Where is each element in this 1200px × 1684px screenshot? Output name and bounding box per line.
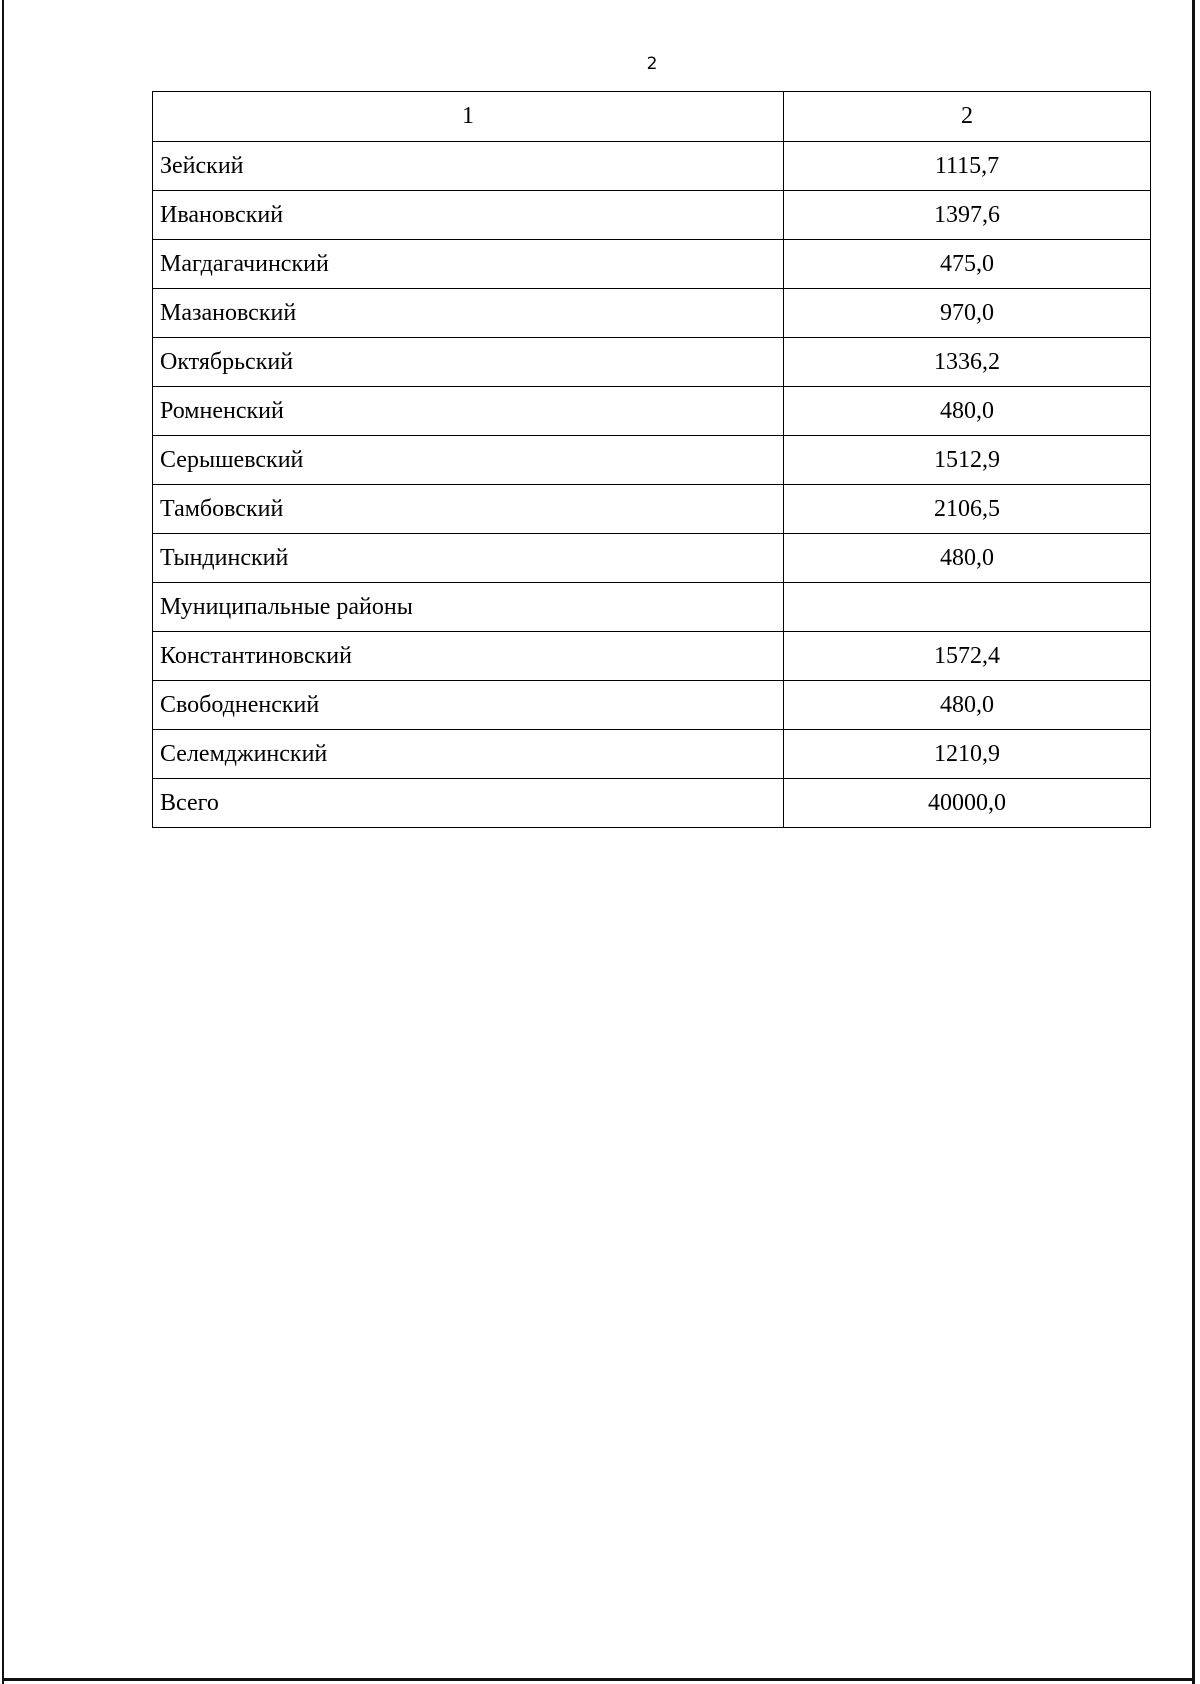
column-header-2: 2 <box>784 92 1151 142</box>
amount-value: 1512,9 <box>784 436 1151 485</box>
table-row <box>153 240 1151 289</box>
amount-value: 1572,4 <box>784 632 1151 681</box>
table-row <box>153 485 1151 534</box>
table-row <box>153 338 1151 387</box>
amount-value: 480,0 <box>784 681 1151 730</box>
district-name: Тамбовский <box>153 485 784 534</box>
table-row-section-header <box>153 583 1151 632</box>
district-name: Константиновский <box>153 632 784 681</box>
table-row <box>153 142 1151 191</box>
district-name: Серышевский <box>153 436 784 485</box>
total-value: 40000,0 <box>784 779 1151 828</box>
district-name: Ромненский <box>153 387 784 436</box>
table-row <box>153 289 1151 338</box>
amount-value: 2106,5 <box>784 485 1151 534</box>
section-label: Муниципальные районы <box>153 583 784 632</box>
allocation-table <box>152 91 1151 828</box>
total-label: Всего <box>153 779 784 828</box>
table-row <box>153 632 1151 681</box>
column-header-1: 1 <box>153 92 784 142</box>
table-row <box>153 387 1151 436</box>
district-name: Свободненский <box>153 681 784 730</box>
table-row <box>153 681 1151 730</box>
district-name: Магдагачинский <box>153 240 784 289</box>
amount-value: 480,0 <box>784 534 1151 583</box>
page-border-left <box>2 0 4 1684</box>
table-header-row <box>153 92 1151 142</box>
table-row <box>153 191 1151 240</box>
table-row <box>153 436 1151 485</box>
amount-value: 1336,2 <box>784 338 1151 387</box>
district-name: Мазановский <box>153 289 784 338</box>
district-name: Зейский <box>153 142 784 191</box>
table-row <box>153 534 1151 583</box>
amount-value: 480,0 <box>784 387 1151 436</box>
amount-value: 1115,7 <box>784 142 1151 191</box>
table-row <box>153 730 1151 779</box>
amount-value: 475,0 <box>784 240 1151 289</box>
district-name: Селемджинский <box>153 730 784 779</box>
amount-value: 1210,9 <box>784 730 1151 779</box>
district-name: Октябрьский <box>153 338 784 387</box>
district-name: Ивановский <box>153 191 784 240</box>
page-border-right <box>1192 0 1195 1684</box>
page-number: 2 <box>646 54 658 74</box>
page-border-bottom <box>2 1678 1195 1681</box>
district-name: Тындинский <box>153 534 784 583</box>
amount-value: 970,0 <box>784 289 1151 338</box>
amount-value <box>784 583 1151 632</box>
amount-value: 1397,6 <box>784 191 1151 240</box>
table-total-row <box>153 779 1151 828</box>
